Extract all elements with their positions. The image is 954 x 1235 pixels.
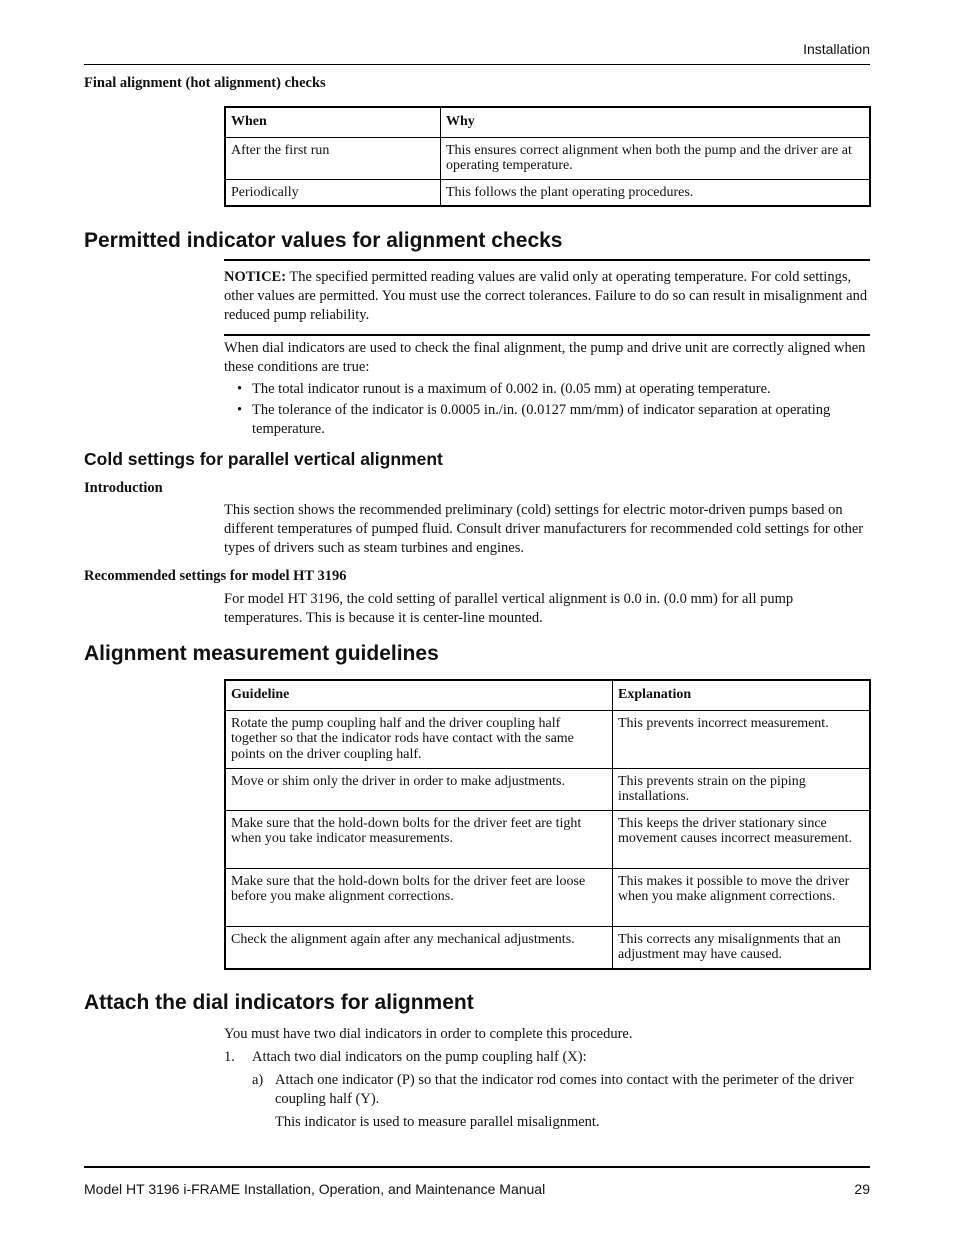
permitted-heading: Permitted indicator values for alignment checks <box>84 229 563 252</box>
table-row <box>225 179 870 206</box>
step-text: Attach two dial indicators on the pump coupling half (X): <box>252 1049 587 1065</box>
guidelines-table <box>224 679 871 970</box>
table-row <box>225 137 870 179</box>
page-number: 29 <box>854 1181 870 1197</box>
table-cell: Check the alignment again after any mechanical adjustments. <box>225 926 613 969</box>
table-cell: Rotate the pump coupling half and the driver coupling half together so that the indicator rods have contact with the same points on the driver coupling half. <box>225 710 613 768</box>
attach-heading: Attach the dial indicators for alignment <box>84 991 474 1014</box>
recommended-text: For model HT 3196, the cold setting of parallel vertical alignment is 0.0 in. (0.0 mm) for all pump temperatures. This is because it is center-line mounted. <box>224 591 794 626</box>
table-cell: This corrects any misalignments that an adjustment may have caused. <box>613 926 871 969</box>
table-cell: This makes it possible to move the driver when you make alignment corrections. <box>613 868 871 926</box>
footer-title: Model HT 3196 i-FRAME Installation, Operation, and Maintenance Manual <box>84 1181 546 1197</box>
guidelines-heading: Alignment measurement guidelines <box>84 642 439 665</box>
footer-rule <box>84 1166 870 1168</box>
table-cell: Make sure that the hold-down bolts for the driver feet are tight when you take indicator measurements. <box>225 810 613 868</box>
introduction-text: This section shows the recommended preliminary (cold) settings for electric motor-driven pumps based on different temperatures of pumped fluid. Consult driver manufacturers for recommended cold settings for other types of drivers such as steam turbines and engines. <box>224 502 864 556</box>
table-header-cell: Explanation <box>613 680 871 710</box>
table-header-row <box>225 680 870 710</box>
table-header-row <box>225 107 870 137</box>
cold-heading: Cold settings for parallel vertical alignment <box>84 449 443 469</box>
permitted-bullet-list <box>224 380 870 441</box>
table-cell: This follows the plant operating procedures. <box>441 179 871 206</box>
list-item: • The total indicator runout is a maximum of 0.002 in. (0.05 mm) at operating temperature. <box>224 380 870 399</box>
running-header: Installation <box>803 41 870 57</box>
step-1 <box>224 1048 870 1067</box>
table-cell: This prevents incorrect measurement. <box>613 710 871 768</box>
table-cell: This ensures correct alignment when both the pump and the driver are at operating temperature. <box>441 137 871 179</box>
notice-text: The specified permitted reading values are valid only at operating temperature. For cold settings, other values are permitted. You must use the correct tolerances. Failure to do so can result in misalignment and reduced pump reliability. <box>224 269 868 323</box>
notice-top-rule <box>224 259 870 261</box>
notice-label: NOTICE: <box>224 269 287 285</box>
list-item: • The tolerance of the indicator is 0.0005 in./in. (0.0127 mm/mm) of indicator separation at operating temperature. <box>224 401 870 439</box>
table-header-cell: Why <box>441 107 871 137</box>
table-row <box>225 710 870 768</box>
table-cell: Make sure that the hold-down bolts for the driver feet are loose before you make alignment corrections. <box>225 868 613 926</box>
introduction-heading: Introduction <box>84 480 163 496</box>
attach-intro: You must have two dial indicators in order to complete this procedure. <box>224 1026 633 1042</box>
substep-note: This indicator is used to measure parallel misalignment. <box>275 1114 600 1130</box>
table-cell: Periodically <box>225 179 441 206</box>
recommended-heading: Recommended settings for model HT 3196 <box>84 568 347 584</box>
substep-label: a) <box>252 1072 264 1088</box>
header-rule <box>84 64 870 65</box>
hot-checks-table <box>224 106 871 207</box>
table-cell: This keeps the driver stationary since movement causes incorrect measurement. <box>613 810 871 868</box>
permitted-intro: When dial indicators are used to check the final alignment, the pump and drive unit are correctly aligned when these conditions are true: <box>224 340 866 375</box>
notice-bottom-rule <box>224 334 870 336</box>
table-cell: This prevents strain on the piping installations. <box>613 768 871 810</box>
table-row <box>225 768 870 810</box>
table-header-cell: When <box>225 107 441 137</box>
step-1a <box>252 1071 870 1109</box>
hot-checks-heading: Final alignment (hot alignment) checks <box>84 75 326 91</box>
table-row <box>225 926 870 969</box>
notice-paragraph <box>224 268 870 325</box>
table-cell: After the first run <box>225 137 441 179</box>
table-row <box>225 868 870 926</box>
table-cell: Move or shim only the driver in order to make adjustments. <box>225 768 613 810</box>
substep-text: Attach one indicator (P) so that the indicator rod comes into contact with the perimeter of the driver coupling half (Y). <box>275 1072 854 1107</box>
table-header-cell: Guideline <box>225 680 613 710</box>
step-number: 1. <box>224 1049 235 1065</box>
table-row <box>225 810 870 868</box>
